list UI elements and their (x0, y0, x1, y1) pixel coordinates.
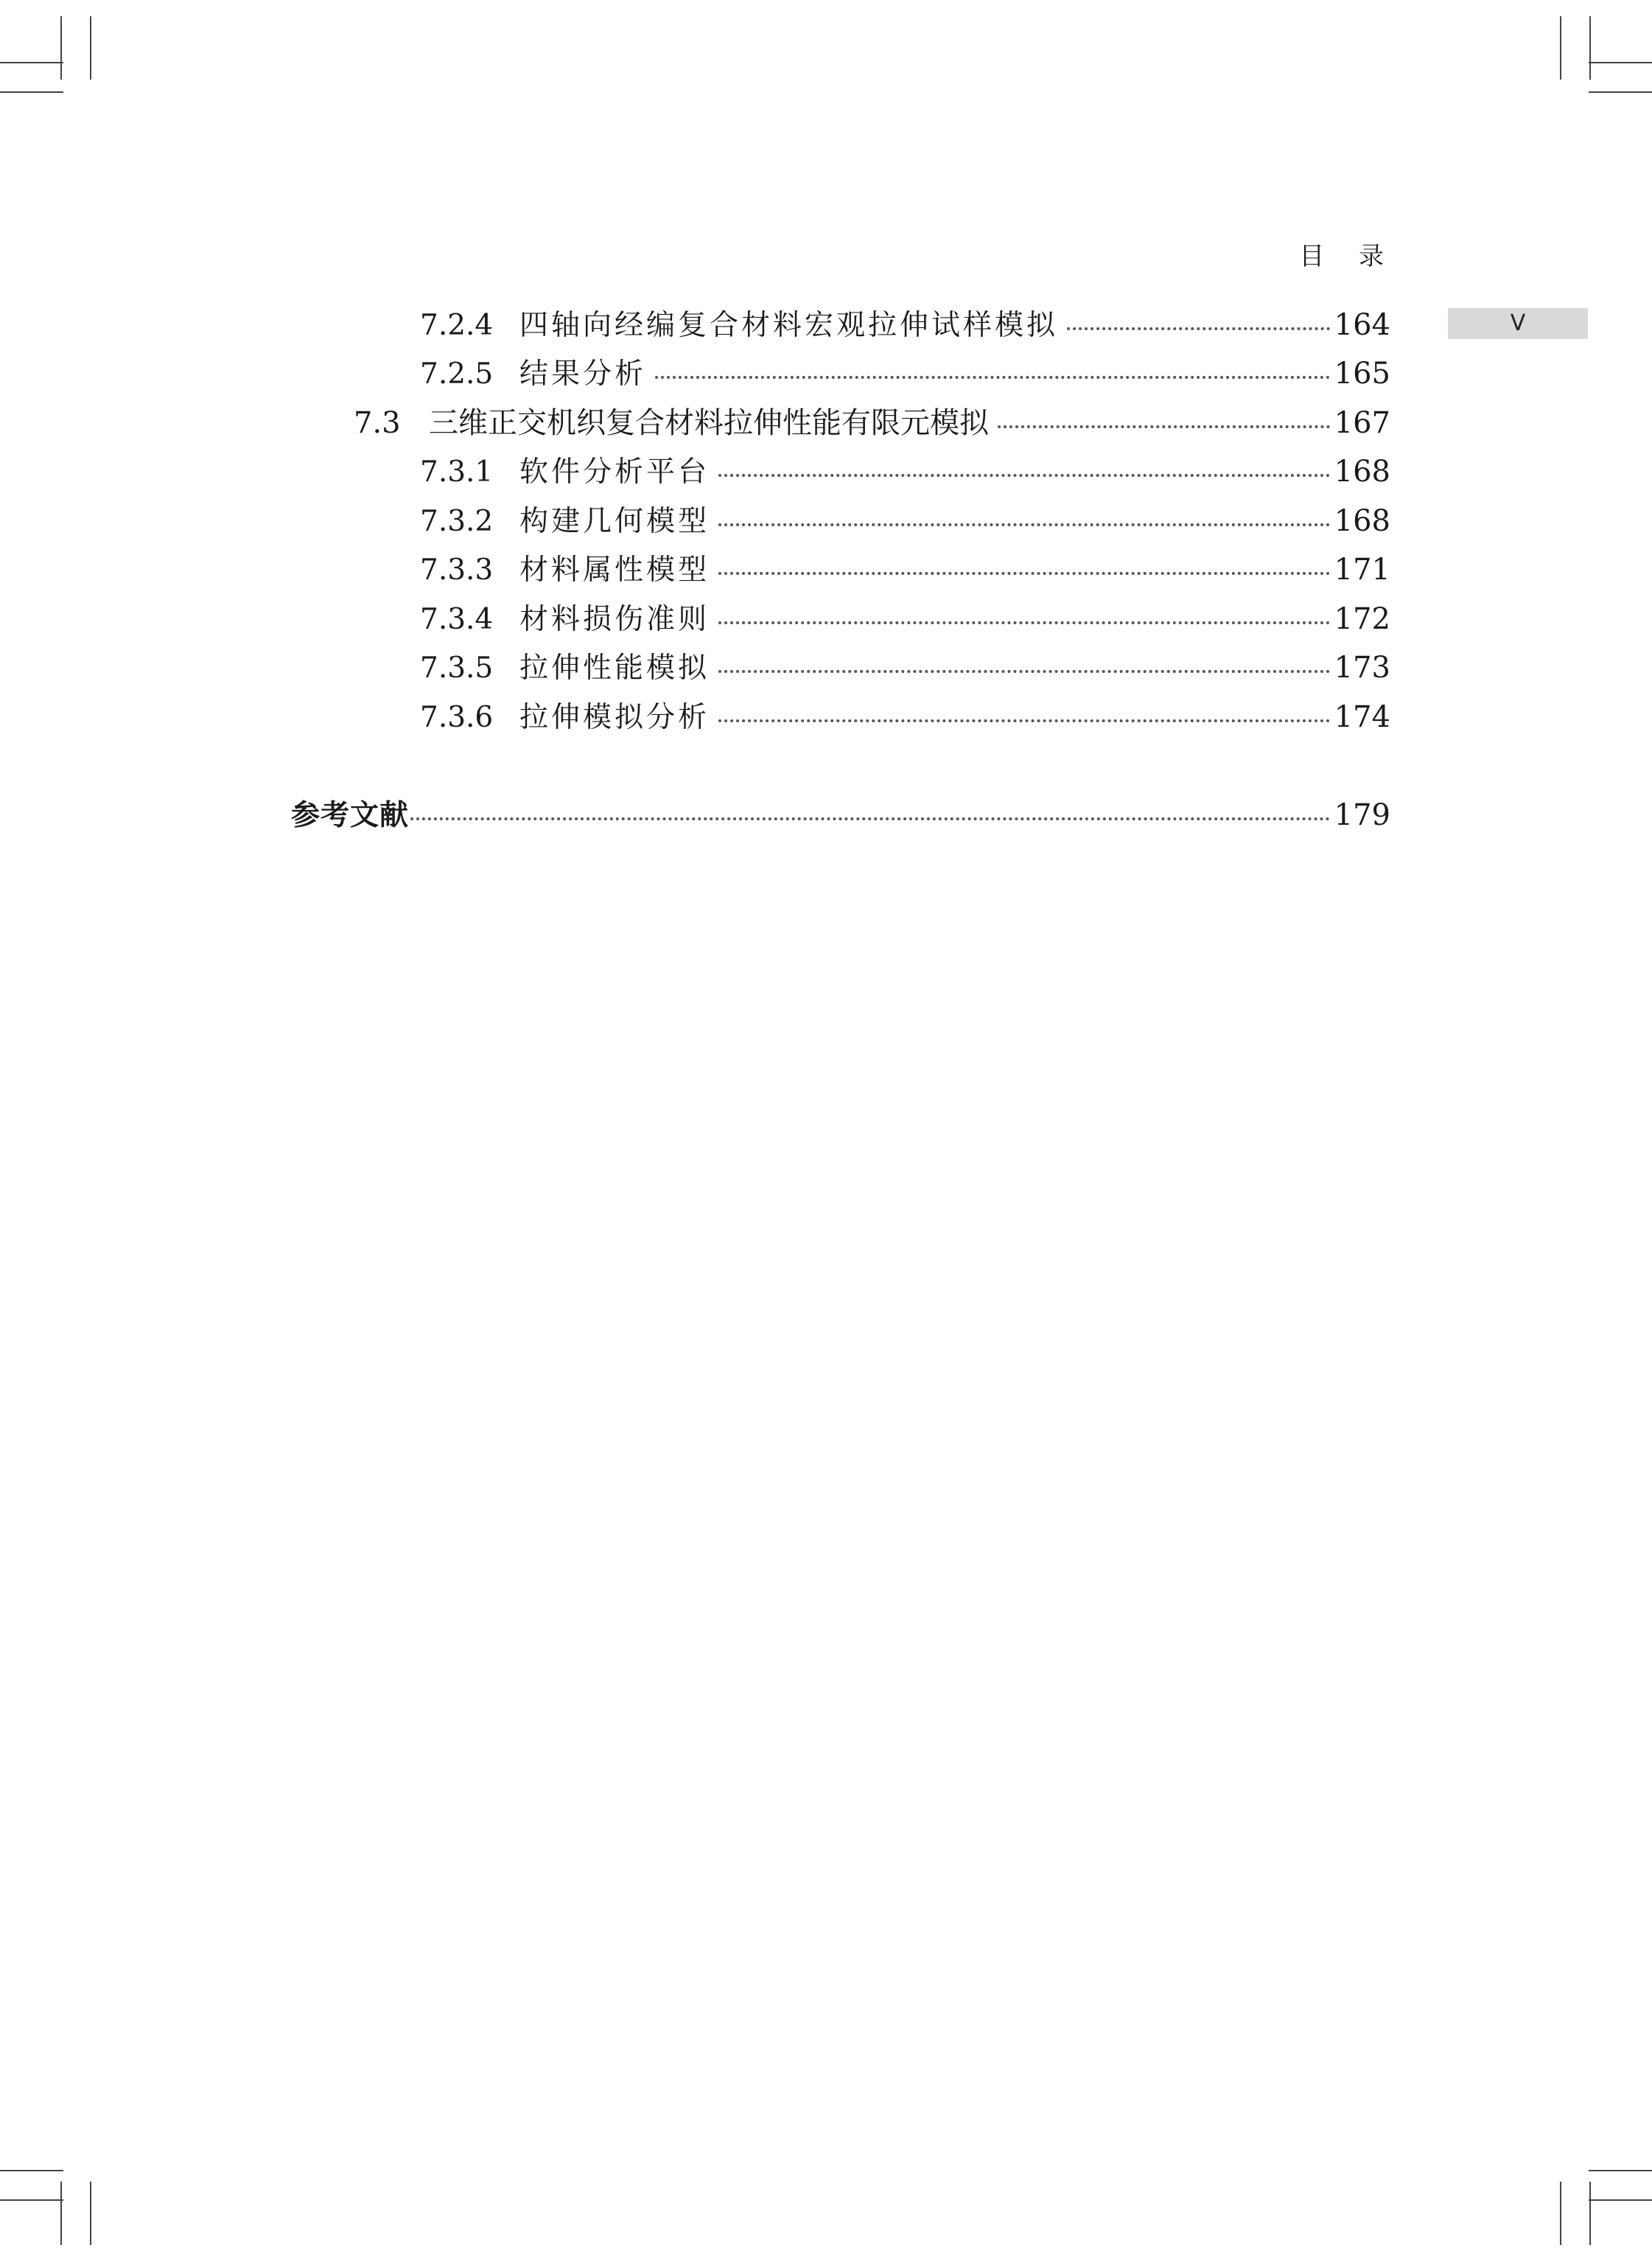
crop-mark (0, 2170, 63, 2171)
toc-entry-title: 材料属性模型 (519, 554, 710, 587)
toc-entry[interactable] (420, 301, 1390, 349)
crop-mark (0, 91, 63, 93)
toc-entry-title: 软件分析平台 (519, 455, 710, 489)
crop-mark (1589, 2182, 1591, 2245)
crop-mark (0, 62, 63, 63)
toc-entry-number: 7.3.5 (420, 652, 494, 685)
toc-entry-number: 7.3.3 (420, 554, 494, 587)
dot-leader (998, 425, 1330, 428)
toc-entry-page: 168 (1334, 455, 1390, 489)
toc-entry-references[interactable] (291, 791, 1390, 839)
toc-entry-title: 构建几何模型 (519, 505, 710, 538)
toc-entry[interactable] (420, 643, 1390, 692)
crop-mark (1560, 16, 1561, 80)
toc-entry-number: 7.2.4 (420, 309, 494, 342)
crop-mark (1589, 16, 1591, 80)
toc-entry-page: 168 (1334, 504, 1390, 538)
crop-mark (1589, 62, 1652, 63)
toc-entry-number: 7.2.5 (420, 357, 494, 391)
toc-entry-title: 拉伸性能模拟 (519, 652, 710, 685)
toc-entry-title: 参考文献 (291, 799, 410, 832)
toc-entry[interactable] (420, 447, 1390, 496)
dot-leader (718, 474, 1330, 477)
toc-entry-title: 三维正交机织复合材料拉伸性能有限元模拟 (429, 406, 989, 440)
crop-mark (0, 2199, 63, 2201)
crop-mark (1589, 91, 1652, 93)
toc-entry-number: 7.3.1 (420, 455, 494, 489)
dot-leader (1067, 327, 1330, 330)
page-tab: V (1448, 308, 1588, 339)
dot-leader (655, 376, 1330, 379)
toc-entry-number: 7.3.6 (420, 701, 494, 734)
toc-entry-title: 材料损伤准则 (519, 603, 710, 636)
crop-mark (90, 2182, 91, 2245)
toc-entry-page: 173 (1334, 651, 1390, 685)
toc-entry-title: 拉伸模拟分析 (519, 701, 710, 734)
dot-leader (718, 670, 1330, 673)
dot-leader (718, 523, 1330, 526)
toc-entry-number: 7.3.2 (420, 505, 494, 538)
toc-entry-section[interactable] (354, 399, 1390, 447)
toc-entry-title: 结果分析 (519, 357, 647, 391)
toc-entry-title: 四轴向经编复合材料宏观拉伸试样模拟 (519, 309, 1059, 342)
crop-mark (1589, 2199, 1652, 2201)
toc-entry[interactable] (420, 693, 1390, 741)
toc-entry-number: 7.3 (354, 406, 401, 440)
toc-entry[interactable] (420, 497, 1390, 545)
crop-mark (60, 16, 62, 80)
crop-mark (60, 2182, 62, 2245)
toc-entry-number: 7.3.4 (420, 603, 494, 636)
toc-entry[interactable] (420, 595, 1390, 643)
toc-entry-page: 165 (1334, 357, 1390, 391)
toc-entry-page: 174 (1334, 700, 1390, 734)
toc-entry-page: 171 (1334, 553, 1390, 587)
toc-entry[interactable] (420, 349, 1390, 398)
toc-entry-page: 167 (1334, 406, 1390, 440)
dot-leader (718, 719, 1330, 722)
toc-entry-page: 179 (1334, 798, 1390, 832)
crop-mark (1589, 2170, 1652, 2171)
dot-leader (718, 621, 1330, 624)
toc-entry-page: 172 (1334, 602, 1390, 636)
crop-mark (90, 16, 91, 80)
crop-mark (1560, 2182, 1561, 2245)
toc-entry-page: 164 (1334, 308, 1390, 342)
running-head: 目 录 (1299, 242, 1397, 271)
dot-leader (410, 817, 1330, 820)
dot-leader (718, 572, 1330, 575)
toc-entry[interactable] (420, 545, 1390, 594)
